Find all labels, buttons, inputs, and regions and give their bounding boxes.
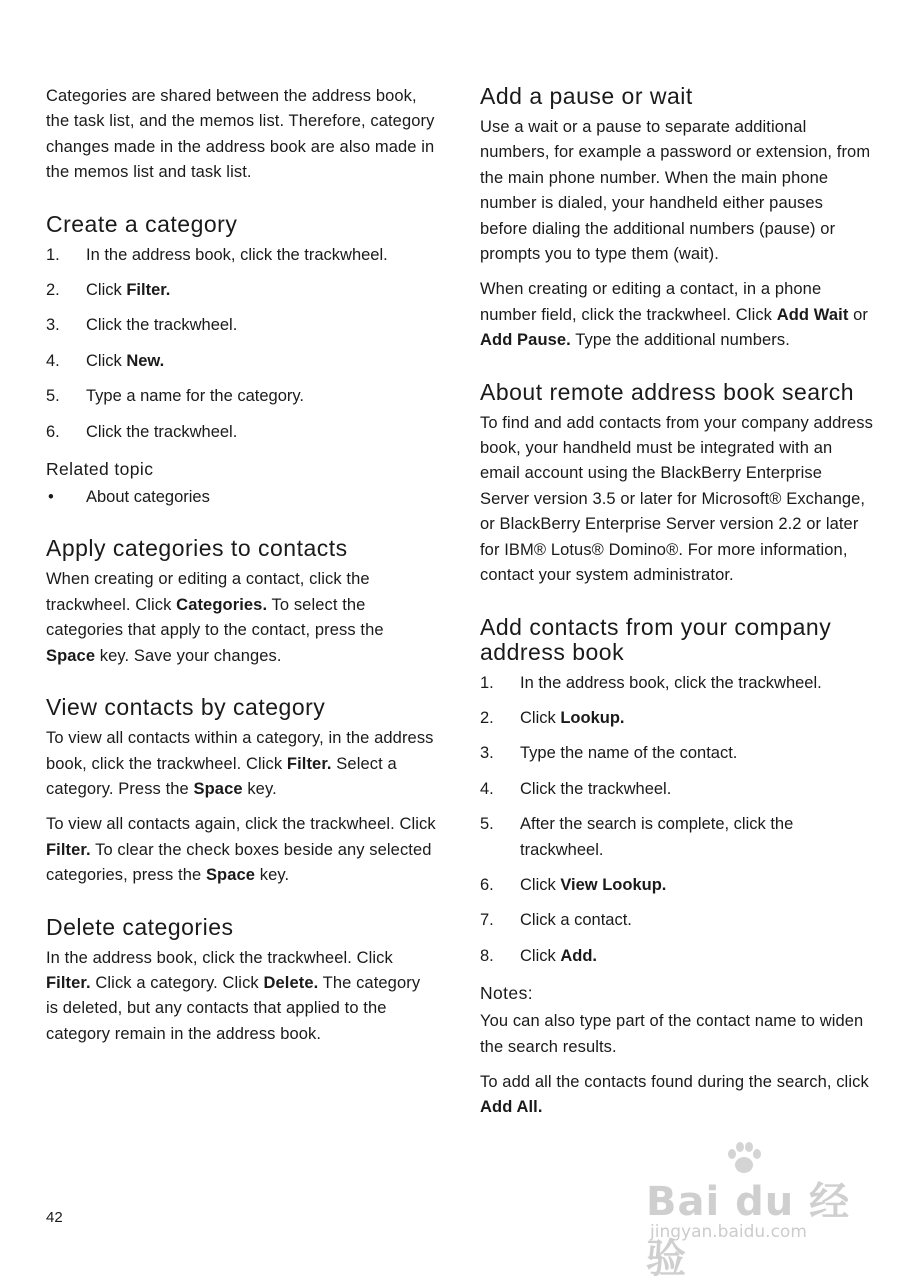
apply-categories-paragraph: When creating or editing a contact, click the trackwheel. Click Categories. To select the categories that apply to the contact, press the Space key. Save your changes.	[46, 570, 384, 665]
delete-categories-heading: Delete categories	[46, 913, 234, 940]
note-1: You can also type part of the contact name to widen the search results.	[480, 1012, 864, 1056]
list-item: 5. After the search is complete, click the trackwheel.	[480, 815, 794, 859]
list-item: 2. Click Filter.	[46, 281, 171, 300]
list-item: 7. Click a contact.	[480, 911, 632, 930]
related-topic-link[interactable]: • About categories	[46, 485, 436, 510]
list-item: 1. In the address book, click the trackwheel.	[480, 673, 822, 692]
remote-search-paragraph: To find and add contacts from your company address book, your handheld must be integrated with an email account using the BlackBerry Enterprise Server version 3.5 or later for Microsoft® Exchange, or BlackBerry Enterprise Server version 2.2 or later for IBM® Lotus® Domino®. For more information, contact your system administrator.	[480, 413, 873, 585]
right-column	[480, 84, 875, 1131]
list-item: 1. In the address book, click the trackwheel.	[46, 245, 388, 264]
list-item: 6. Click View Lookup.	[480, 875, 667, 894]
view-contacts-heading: View contacts by category	[46, 694, 326, 721]
list-item: 3. Type the name of the contact.	[480, 744, 738, 763]
notes-label: Notes:	[480, 983, 533, 1004]
bullet-icon: •	[48, 488, 54, 507]
view-contacts-paragraph-1: To view all contacts within a category, in the address book, click the trackwheel. Click Filter. Select a category. Press the Space key.	[46, 729, 434, 798]
related-topic-list	[46, 485, 436, 510]
create-category-steps	[46, 243, 436, 445]
related-topic-label: Related topic	[46, 459, 154, 480]
remote-search-heading: About remote address book search	[480, 378, 854, 405]
list-item: 4. Click the trackwheel.	[480, 779, 672, 798]
note-2: To add all the contacts found during the search, click Add All.	[480, 1072, 869, 1117]
apply-categories-heading: Apply categories to contacts	[46, 535, 348, 562]
delete-categories-paragraph: In the address book, click the trackwheel. Click Filter. Click a category. Click Delete. The category is deleted, but any contacts that applied to the category remain in the address book.	[46, 948, 421, 1043]
create-category-heading: Create a category	[46, 210, 238, 237]
watermark-url: jingyan.baidu.com	[650, 1222, 807, 1242]
view-contacts-paragraph-2: To view all contacts again, click the trackwheel. Click Filter. To clear the check boxes beside any selected categories, press the Space key.	[46, 815, 436, 885]
pause-wait-paragraph-2: When creating or editing a contact, in a phone number field, click the trackwheel. Click Add Wait or Add Pause. Type the additional numbers.	[480, 280, 868, 350]
watermark-brand: Bai du 经验	[646, 1179, 851, 1282]
list-item: 5. Type a name for the category.	[46, 387, 304, 406]
list-item: 4. Click New.	[46, 351, 165, 370]
list-item: 2. Click Lookup.	[480, 708, 625, 727]
add-contacts-steps	[480, 671, 875, 970]
baidu-watermark	[640, 1140, 880, 1282]
list-item: 6. Click the trackwheel.	[46, 422, 238, 441]
pause-wait-heading: Add a pause or wait	[480, 83, 693, 109]
list-item: 8. Click Add.	[480, 946, 598, 965]
left-column	[46, 84, 436, 1057]
page-number: 42	[46, 1209, 63, 1226]
list-item: 3. Click the trackwheel.	[46, 316, 238, 335]
pause-wait-paragraph-1: Use a wait or a pause to separate additional numbers, for example a password or extension, from the main phone number. When the main phone number is dialed, your handheld either pauses before dialing the additional numbers (pause) or prompts you to type them (wait).	[480, 118, 871, 264]
intro-paragraph: Categories are shared between the address book, the task list, and the memos list. Therefore, category changes made in the address book are also made in the memos list and task list.	[46, 87, 435, 182]
add-contacts-heading: Add contacts from your company address book	[480, 613, 832, 665]
